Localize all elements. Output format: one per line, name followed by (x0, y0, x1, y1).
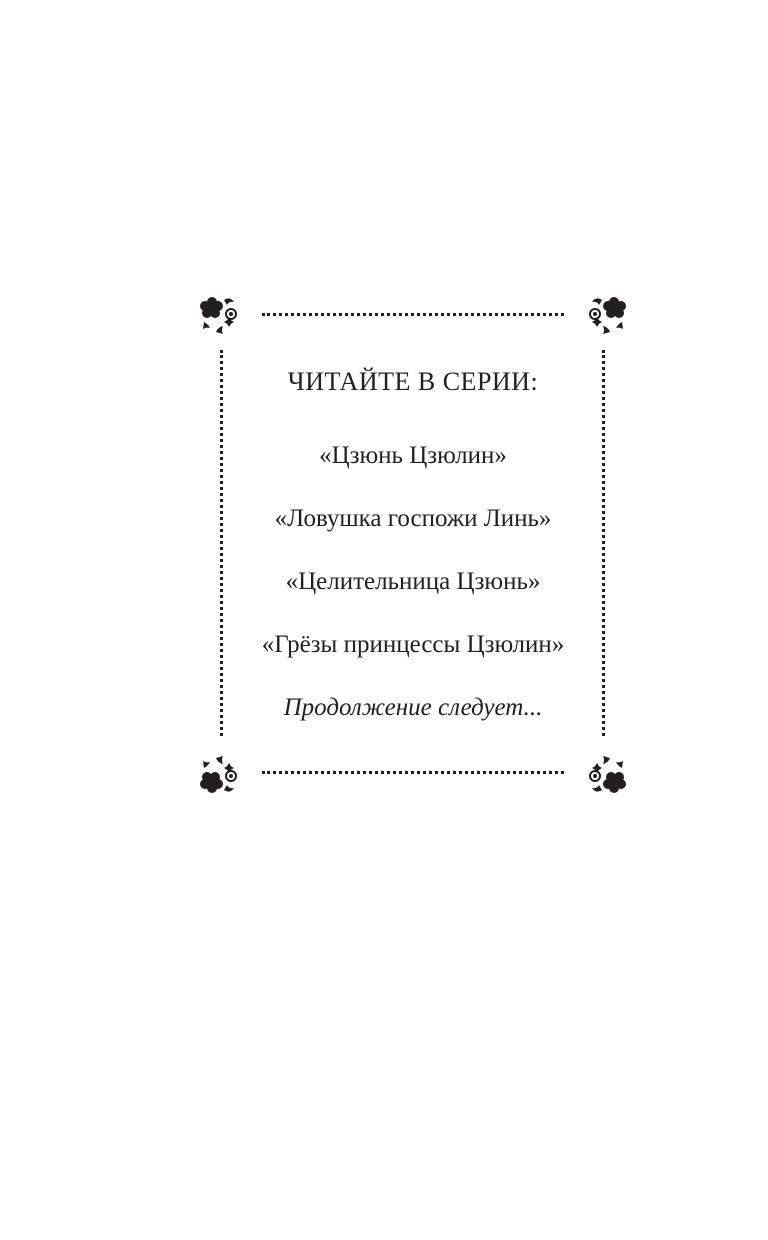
right-dotted-border (602, 350, 605, 736)
series-title-item: «Ловушка госпожи Линь» (274, 505, 552, 532)
floral-corner-icon (580, 292, 628, 340)
floral-corner-icon (198, 750, 246, 798)
bottom-dotted-border (262, 771, 564, 774)
ornamental-frame (198, 292, 628, 798)
series-title-item: «Цзюнь Цзюлин» (319, 442, 507, 469)
floral-corner-icon (198, 292, 246, 340)
series-title-list (228, 424, 598, 676)
series-title-item: «Целительница Цзюнь» (285, 568, 541, 595)
series-block (228, 362, 598, 739)
top-dotted-border (262, 313, 564, 316)
series-title-item: «Грёзы принцессы Цзюлин» (261, 631, 565, 658)
floral-corner-icon (580, 750, 628, 798)
to-be-continued-note: Продолжение следует... (283, 694, 543, 721)
series-heading: ЧИТАЙТЕ В СЕРИИ: (287, 367, 539, 396)
left-dotted-border (220, 350, 223, 736)
